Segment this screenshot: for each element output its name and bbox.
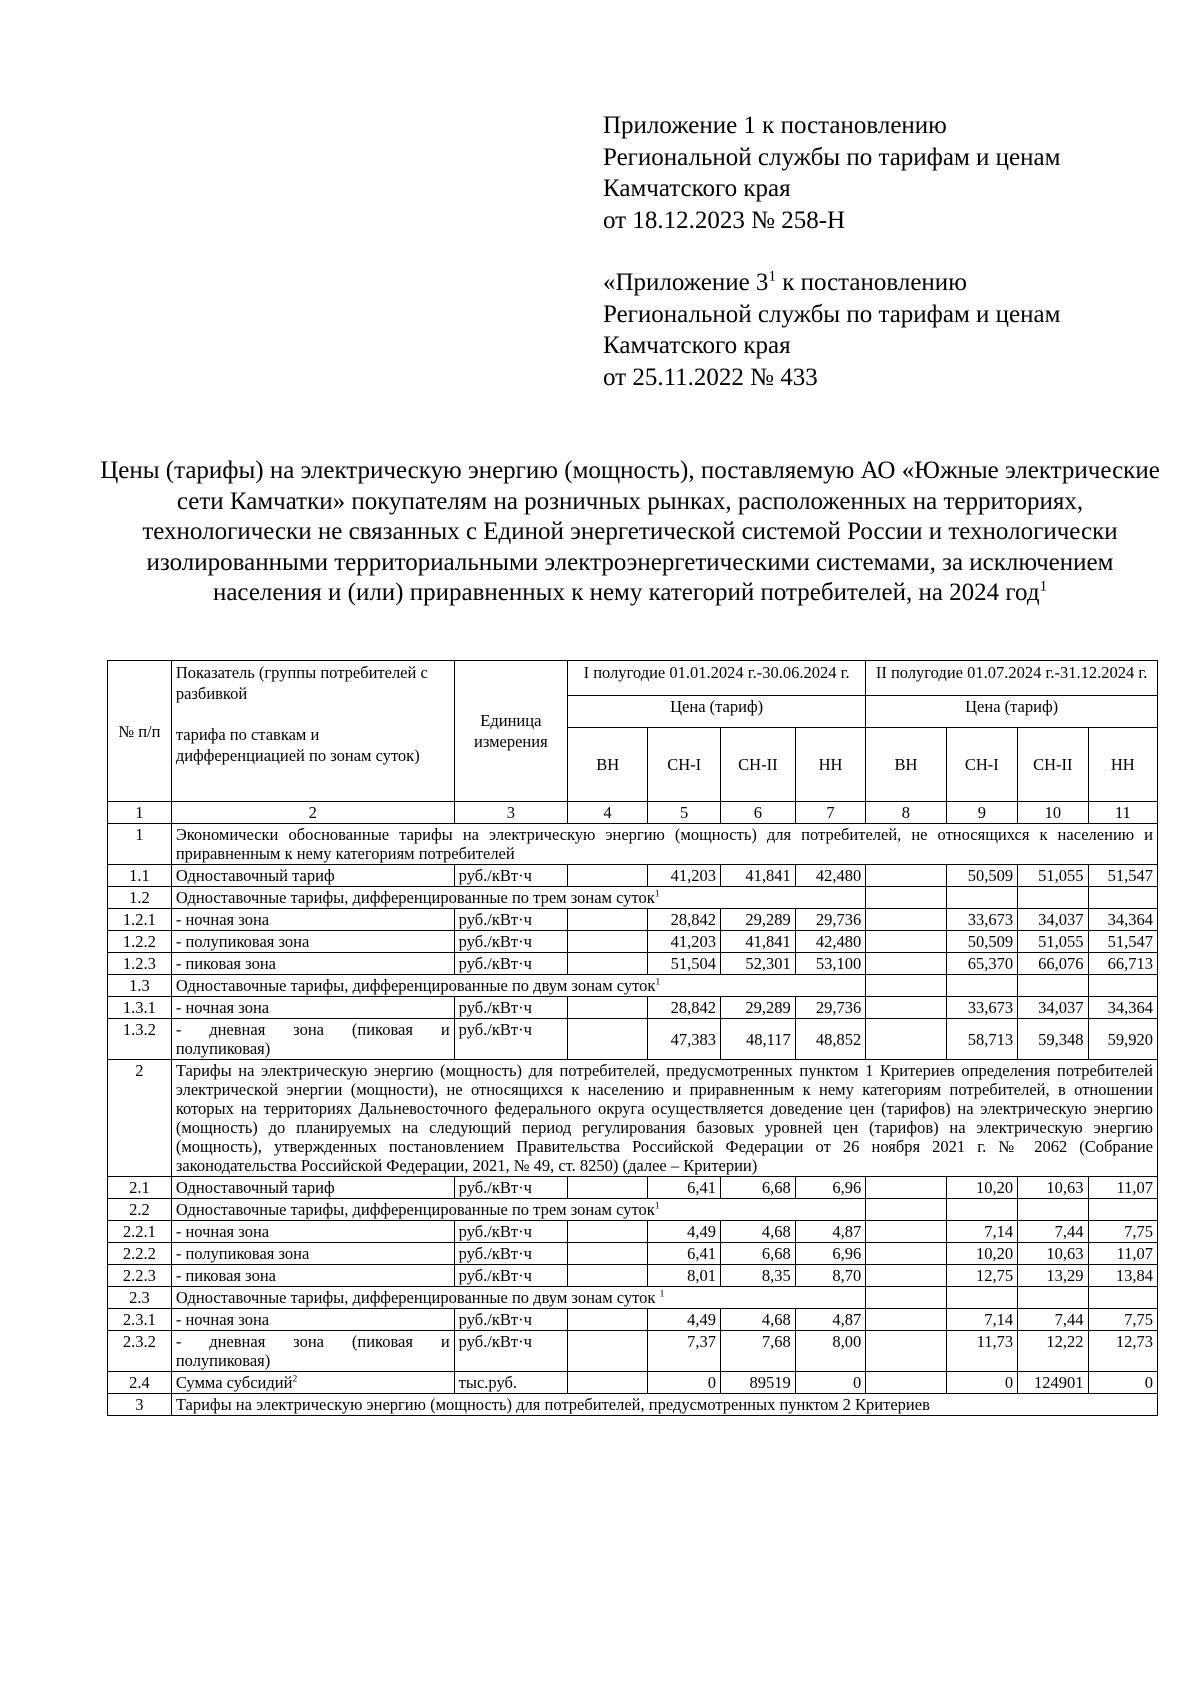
table-row xyxy=(108,931,1158,953)
table-row xyxy=(108,1265,1158,1287)
row-number: 2.3.2 xyxy=(108,1331,172,1372)
value-cell: 4,49 xyxy=(648,1221,721,1243)
value-cell: 11,07 xyxy=(1088,1243,1157,1265)
value-cell: 0 xyxy=(648,1372,721,1394)
group-heading-text: Одноставочные тарифы, дифференцированные по трем зонам суток xyxy=(175,888,655,907)
value-cell: 6,68 xyxy=(720,1177,795,1199)
value-cell: 11,07 xyxy=(1088,1177,1157,1199)
header-voltage-level: ВН xyxy=(866,728,946,802)
empty-cell xyxy=(946,1199,1018,1221)
row-number: 3 xyxy=(108,1394,172,1416)
value-cell: 6,96 xyxy=(795,1243,865,1265)
column-number: 8 xyxy=(866,802,946,824)
table-row xyxy=(108,1243,1158,1265)
row-name xyxy=(171,1177,454,1199)
row-number: 2.2.1 xyxy=(108,1221,172,1243)
value-cell xyxy=(866,931,946,953)
empty-cell xyxy=(1088,1199,1157,1221)
row-name-text: Одноставочный тариф xyxy=(175,866,335,885)
empty-cell xyxy=(866,975,946,997)
value-cell xyxy=(568,1019,648,1060)
value-cell xyxy=(568,1243,648,1265)
empty-cell xyxy=(1088,887,1157,909)
row-number: 1.2 xyxy=(108,887,172,909)
value-cell: 47,383 xyxy=(648,1019,721,1060)
row-name-text: - дневная зона (пиковая и полупиковая) xyxy=(175,1332,450,1370)
approval-line: Камчатского края xyxy=(603,332,791,359)
value-cell xyxy=(568,953,648,975)
table-row xyxy=(108,1309,1158,1331)
table-row xyxy=(108,824,1158,865)
value-cell: 58,713 xyxy=(946,1019,1018,1060)
row-name-text: - ночная зона xyxy=(175,910,270,929)
approval-line xyxy=(603,267,1060,299)
column-number: 9 xyxy=(946,802,1018,824)
empty-cell xyxy=(1018,975,1088,997)
section-heading: Экономически обоснованные тарифы на электрическую энергию (мощность) для потребителей, не относящихся к населению и приравненным к нему категориям потребителей xyxy=(171,824,1157,865)
header-indicator xyxy=(171,661,454,802)
row-name-text: Сумма субсидий xyxy=(175,1373,293,1392)
value-cell: 48,852 xyxy=(795,1019,865,1060)
value-cell: 7,75 xyxy=(1088,1221,1157,1243)
approval-line: Региональной службы по тарифам и ценам xyxy=(603,300,1061,328)
row-number: 1.3.1 xyxy=(108,997,172,1019)
column-number: 4 xyxy=(568,802,648,824)
value-cell: 7,14 xyxy=(946,1309,1018,1331)
section-heading: Тарифы на электрическую энергию (мощность) для потребителей, предусмотренных пунктом 2 Критериев xyxy=(171,1394,1157,1416)
value-cell xyxy=(568,997,648,1019)
unit-cell: руб./кВт·ч xyxy=(454,1019,567,1060)
empty-cell xyxy=(946,887,1018,909)
header-voltage-level: СН-II xyxy=(720,728,795,802)
table-row xyxy=(108,887,1158,909)
value-cell: 13,84 xyxy=(1088,1265,1157,1287)
value-cell: 7,44 xyxy=(1018,1221,1088,1243)
value-cell: 10,63 xyxy=(1018,1177,1088,1199)
value-cell: 6,41 xyxy=(648,1243,721,1265)
approval-block xyxy=(603,110,1060,393)
value-cell: 4,68 xyxy=(720,1309,795,1331)
unit-cell: руб./кВт·ч xyxy=(454,865,567,887)
header-price: Цена (тариф) xyxy=(866,695,1158,727)
row-name xyxy=(171,1331,454,1372)
value-cell: 51,547 xyxy=(1088,865,1157,887)
table-row xyxy=(108,975,1158,997)
column-number: 1 xyxy=(108,802,172,824)
section-heading: Тарифы на электрическую энергию (мощность) для потребителей, предусмотренных пунктом 1 Критериев определения потребителей электрической энергии (мощности), не относящихся к населению и приравненным к нему категориям потребителей, в отношении которых на территориях Дальневосточного федерального округа осуществляется доведение цен (тарифов) на электрическую энергию (мощность) до планируемых на следующий период регулирования базовых уровней цен (тарифов) на электрическую энергию (мощность), утвержденных постановлением Правительства Российской Федерации от 26 ноября 2021 г. № 2062 (Собрание законодательства Российской Федерации, 2021, № 49, ст. 8250) (далее – Критерии) xyxy=(171,1060,1157,1177)
row-number: 1.3.2 xyxy=(108,1019,172,1060)
value-cell: 48,117 xyxy=(720,1019,795,1060)
value-cell: 42,480 xyxy=(795,865,865,887)
value-cell: 8,01 xyxy=(648,1265,721,1287)
footnote-mark: 2 xyxy=(292,1373,298,1385)
value-cell xyxy=(866,1331,946,1372)
value-cell: 8,70 xyxy=(795,1265,865,1287)
row-name xyxy=(171,931,454,953)
value-cell xyxy=(866,1372,946,1394)
empty-cell xyxy=(1088,975,1157,997)
value-cell: 42,480 xyxy=(795,931,865,953)
group-heading xyxy=(171,887,865,909)
empty-cell xyxy=(946,1287,1018,1309)
value-cell: 41,203 xyxy=(648,931,721,953)
row-number: 2.2 xyxy=(108,1199,172,1221)
value-cell xyxy=(866,997,946,1019)
row-number: 2.4 xyxy=(108,1372,172,1394)
group-heading xyxy=(171,975,865,997)
value-cell xyxy=(568,1372,648,1394)
value-cell xyxy=(568,909,648,931)
row-name-text: - пиковая зона xyxy=(175,954,276,973)
tariff-table xyxy=(107,660,1158,1416)
unit-cell: руб./кВт·ч xyxy=(454,1221,567,1243)
row-number: 2.3 xyxy=(108,1287,172,1309)
table-row xyxy=(108,1019,1158,1060)
value-cell xyxy=(866,909,946,931)
column-numbers-row xyxy=(108,802,1158,824)
header-half-1: I полугодие 01.01.2024 г.-30.06.2024 г. xyxy=(568,661,866,696)
row-number: 1.1 xyxy=(108,865,172,887)
value-cell: 7,68 xyxy=(720,1331,795,1372)
header-indicator-top: Показатель (группы потребителей с разбивкой xyxy=(175,663,428,703)
value-cell xyxy=(568,931,648,953)
row-number: 1.3 xyxy=(108,975,172,997)
value-cell: 7,44 xyxy=(1018,1309,1088,1331)
value-cell: 29,289 xyxy=(720,997,795,1019)
table-row xyxy=(108,1199,1158,1221)
value-cell xyxy=(568,1221,648,1243)
row-name-text: - полупиковая зона xyxy=(175,1244,310,1263)
table-row xyxy=(108,953,1158,975)
value-cell xyxy=(568,1177,648,1199)
value-cell: 50,509 xyxy=(946,931,1018,953)
empty-cell xyxy=(1018,1199,1088,1221)
value-cell: 10,63 xyxy=(1018,1243,1088,1265)
column-number: 10 xyxy=(1018,802,1088,824)
row-number: 1.2.3 xyxy=(108,953,172,975)
row-name xyxy=(171,997,454,1019)
table-row xyxy=(108,1372,1158,1394)
value-cell: 41,203 xyxy=(648,865,721,887)
header-half-2: II полугодие 01.07.2024 г.-31.12.2024 г. xyxy=(866,661,1158,696)
value-cell: 6,96 xyxy=(795,1177,865,1199)
footnote-mark: 1 xyxy=(659,1288,665,1300)
row-name xyxy=(171,865,454,887)
row-name-text: - ночная зона xyxy=(175,1222,270,1241)
value-cell: 33,673 xyxy=(946,997,1018,1019)
row-name xyxy=(171,1243,454,1265)
row-name xyxy=(171,1265,454,1287)
value-cell: 51,055 xyxy=(1018,931,1088,953)
empty-cell xyxy=(946,975,1018,997)
table-row xyxy=(108,1394,1158,1416)
empty-cell xyxy=(866,1199,946,1221)
value-cell: 12,73 xyxy=(1088,1331,1157,1372)
table-row xyxy=(108,1221,1158,1243)
value-cell: 41,841 xyxy=(720,865,795,887)
row-name xyxy=(171,909,454,931)
row-name xyxy=(171,1372,454,1394)
value-cell: 34,364 xyxy=(1088,909,1157,931)
row-name-text: - ночная зона xyxy=(175,1310,270,1329)
value-cell: 12,22 xyxy=(1018,1331,1088,1372)
document-title-text: Цены (тарифы) на электрическую энергию (мощность), поставляемую АО «Южные электрические сети Камчатки» покупателям на розничных рынках, расположенных на территориях, технологически не связанных с Единой энергетической системой России и технологически изолированными территориальными электроэнергетическими системами, за исключением населения и (или) приравненных к нему категорий потребителей, на 2024 год xyxy=(100,457,1160,606)
value-cell: 6,68 xyxy=(720,1243,795,1265)
approval-line: Региональной службы по тарифам и ценам xyxy=(603,143,1061,171)
value-cell: 10,20 xyxy=(946,1243,1018,1265)
empty-cell xyxy=(1088,1287,1157,1309)
group-heading-text: Одноставочные тарифы, дифференцированные по двум зонам суток xyxy=(175,1288,660,1307)
header-indicator-bottom: тарифа по ставкам и дифференциацией по зонам суток) xyxy=(175,725,420,765)
group-heading-text: Одноставочные тарифы, дифференцированные по трем зонам суток xyxy=(175,1200,655,1219)
unit-cell: руб./кВт·ч xyxy=(454,931,567,953)
value-cell: 29,736 xyxy=(795,909,865,931)
value-cell xyxy=(866,1019,946,1060)
header-price: Цена (тариф) xyxy=(568,695,866,727)
empty-cell xyxy=(1018,887,1088,909)
value-cell: 89519 xyxy=(720,1372,795,1394)
approval-line: Камчатского края xyxy=(603,175,791,202)
unit-cell: тыс.руб. xyxy=(454,1372,567,1394)
value-cell: 28,842 xyxy=(648,997,721,1019)
value-cell: 41,841 xyxy=(720,931,795,953)
row-number: 1.2.1 xyxy=(108,909,172,931)
value-cell: 53,100 xyxy=(795,953,865,975)
row-name xyxy=(171,1309,454,1331)
row-name xyxy=(171,1019,454,1060)
value-cell: 51,055 xyxy=(1018,865,1088,887)
approval-line: от 18.12.2023 № 258-Н xyxy=(603,206,846,234)
unit-cell: руб./кВт·ч xyxy=(454,909,567,931)
value-cell: 59,348 xyxy=(1018,1019,1088,1060)
value-cell: 66,076 xyxy=(1018,953,1088,975)
document-title xyxy=(100,456,1160,609)
group-heading xyxy=(171,1199,865,1221)
value-cell xyxy=(866,1177,946,1199)
value-cell xyxy=(866,953,946,975)
value-cell: 13,29 xyxy=(1018,1265,1088,1287)
footnote-mark: 1 xyxy=(1039,578,1048,595)
value-cell: 4,68 xyxy=(720,1221,795,1243)
empty-cell xyxy=(866,1287,946,1309)
header-voltage-level: НН xyxy=(1088,728,1157,802)
row-name-text: - пиковая зона xyxy=(175,1266,276,1285)
row-number: 2 xyxy=(108,1060,172,1177)
footnote-mark: 1 xyxy=(655,976,661,988)
header-voltage-level: НН xyxy=(795,728,865,802)
column-number: 5 xyxy=(648,802,721,824)
row-name-text: - полупиковая зона xyxy=(175,932,310,951)
value-cell: 29,736 xyxy=(795,997,865,1019)
value-cell: 0 xyxy=(1088,1372,1157,1394)
value-cell: 4,87 xyxy=(795,1221,865,1243)
unit-cell: руб./кВт·ч xyxy=(454,1243,567,1265)
value-cell: 65,370 xyxy=(946,953,1018,975)
approval-line: Приложение 1 к постановлению xyxy=(603,112,947,139)
value-cell: 4,49 xyxy=(648,1309,721,1331)
column-number: 6 xyxy=(720,802,795,824)
value-cell: 10,20 xyxy=(946,1177,1018,1199)
group-heading-text: Одноставочные тарифы, дифференцированные по двум зонам суток xyxy=(175,976,656,995)
value-cell: 6,41 xyxy=(648,1177,721,1199)
unit-cell: руб./кВт·ч xyxy=(454,1265,567,1287)
value-cell: 51,504 xyxy=(648,953,721,975)
table-row xyxy=(108,1331,1158,1372)
row-name-text: - ночная зона xyxy=(175,998,270,1017)
footnote-mark: 1 xyxy=(654,888,660,900)
footnote-mark: 1 xyxy=(654,1200,660,1212)
table-header-row xyxy=(108,661,1158,696)
value-cell: 59,920 xyxy=(1088,1019,1157,1060)
header-voltage-level: ВН xyxy=(568,728,648,802)
row-number: 2.3.1 xyxy=(108,1309,172,1331)
value-cell xyxy=(568,1309,648,1331)
value-cell: 0 xyxy=(795,1372,865,1394)
header-voltage-level: СН-II xyxy=(1018,728,1088,802)
value-cell: 12,75 xyxy=(946,1265,1018,1287)
value-cell: 124901 xyxy=(1018,1372,1088,1394)
value-cell: 7,75 xyxy=(1088,1309,1157,1331)
value-cell: 8,00 xyxy=(795,1331,865,1372)
value-cell xyxy=(866,1309,946,1331)
column-number: 7 xyxy=(795,802,865,824)
value-cell xyxy=(568,1331,648,1372)
row-number: 2.2.2 xyxy=(108,1243,172,1265)
table-row xyxy=(108,997,1158,1019)
approval-line-text: «Приложение 3 xyxy=(603,269,769,296)
value-cell: 50,509 xyxy=(946,865,1018,887)
value-cell: 28,842 xyxy=(648,909,721,931)
row-number: 1.2.2 xyxy=(108,931,172,953)
value-cell: 34,037 xyxy=(1018,909,1088,931)
value-cell: 7,14 xyxy=(946,1221,1018,1243)
table-row xyxy=(108,1177,1158,1199)
value-cell: 8,35 xyxy=(720,1265,795,1287)
value-cell: 7,37 xyxy=(648,1331,721,1372)
empty-cell xyxy=(1018,1287,1088,1309)
unit-cell: руб./кВт·ч xyxy=(454,953,567,975)
value-cell xyxy=(866,1243,946,1265)
header-unit: Единица измерения xyxy=(454,661,567,802)
row-number: 2.1 xyxy=(108,1177,172,1199)
unit-cell: руб./кВт·ч xyxy=(454,1331,567,1372)
header-voltage-level: СН-I xyxy=(946,728,1018,802)
row-number: 2.2.3 xyxy=(108,1265,172,1287)
unit-cell: руб./кВт·ч xyxy=(454,997,567,1019)
value-cell: 66,713 xyxy=(1088,953,1157,975)
approval-line: от 25.11.2022 № 433 xyxy=(603,363,818,391)
column-number: 11 xyxy=(1088,802,1157,824)
value-cell: 11,73 xyxy=(946,1331,1018,1372)
row-name xyxy=(171,953,454,975)
value-cell: 34,364 xyxy=(1088,997,1157,1019)
table-row xyxy=(108,865,1158,887)
row-name-text: Одноставочный тариф xyxy=(175,1178,335,1197)
value-cell: 52,301 xyxy=(720,953,795,975)
header-voltage-level: СН-I xyxy=(648,728,721,802)
row-name xyxy=(171,1221,454,1243)
value-cell xyxy=(568,1265,648,1287)
value-cell xyxy=(866,865,946,887)
approval-line-text: к постановлению xyxy=(775,269,967,296)
empty-cell xyxy=(866,887,946,909)
value-cell: 29,289 xyxy=(720,909,795,931)
column-number: 3 xyxy=(454,802,567,824)
value-cell xyxy=(866,1265,946,1287)
value-cell: 0 xyxy=(946,1372,1018,1394)
table-row xyxy=(108,1287,1158,1309)
row-number: 1 xyxy=(108,824,172,865)
table-row xyxy=(108,1060,1158,1177)
value-cell xyxy=(568,865,648,887)
value-cell: 33,673 xyxy=(946,909,1018,931)
value-cell: 4,87 xyxy=(795,1309,865,1331)
unit-cell: руб./кВт·ч xyxy=(454,1177,567,1199)
header-num: № п/п xyxy=(108,661,172,802)
value-cell: 34,037 xyxy=(1018,997,1088,1019)
value-cell xyxy=(866,1221,946,1243)
group-heading xyxy=(171,1287,865,1309)
row-name-text: - дневная зона (пиковая и полупиковая) xyxy=(175,1020,450,1058)
value-cell: 51,547 xyxy=(1088,931,1157,953)
table-row xyxy=(108,909,1158,931)
unit-cell: руб./кВт·ч xyxy=(454,1309,567,1331)
footnote-mark: 1 xyxy=(768,268,776,285)
column-number: 2 xyxy=(171,802,454,824)
